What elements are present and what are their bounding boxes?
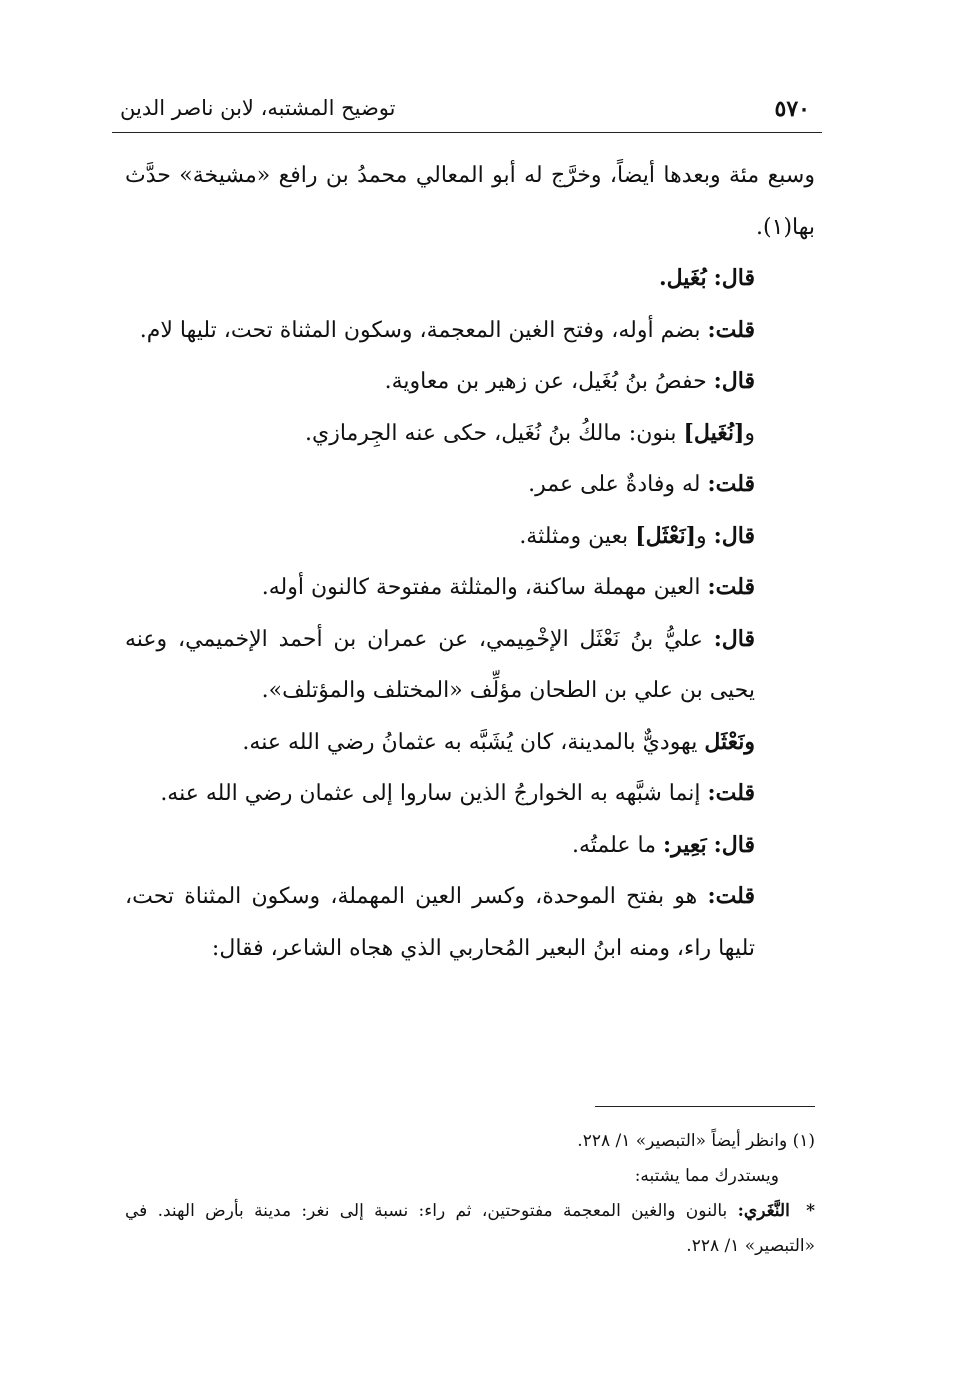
headword: [نُغَيل]	[683, 419, 745, 446]
paragraph-6	[125, 459, 815, 511]
qultu-label: قلت:	[707, 316, 755, 343]
paragraph-text: هو بفتح الموحدة، وكسر العين المهملة، وسكون المثناة تحت، تليها راء، ومنه ابنُ البعير المُحاربي الذي هجاه الشاعر، فقال:	[125, 884, 755, 961]
paragraph-10	[125, 717, 815, 769]
paragraph-7	[125, 511, 815, 563]
paragraph-5	[125, 408, 815, 460]
paragraph-text: عليُّ بنُ نَعْثَل الإخْمِيمي، عن عمران بن أحمد الإخميمي، وعنه يحيى بن علي بن الطحان مؤلِّف «المختلف والمؤتلف».	[125, 626, 755, 703]
qala-label: قال:	[713, 831, 755, 858]
paragraph-2	[125, 253, 815, 305]
paragraph-text: إنما شبَّهه به الخوارجُ الذين ساروا إلى عثمان رضي الله عنه.	[160, 781, 701, 806]
conjunction: و	[696, 523, 707, 549]
page-header	[112, 92, 822, 133]
paragraph-9	[125, 614, 815, 717]
asterisk-marker: *	[806, 1201, 816, 1221]
qultu-label: قلت:	[707, 780, 755, 806]
footnote-addendum-entry	[125, 1194, 815, 1264]
main-text	[125, 150, 815, 974]
headword: [نَعْثَل]	[635, 522, 697, 549]
qultu-label: قلت:	[707, 883, 755, 909]
qala-label: قال:	[713, 368, 755, 394]
paragraph-text: بضم أوله، وفتح الغين المعجمة، وسكون المثناة تحت، تليها لام.	[139, 317, 701, 343]
qala-label: قال:	[713, 522, 755, 549]
footnotes	[125, 1124, 815, 1264]
footnote-separator	[595, 1106, 815, 1107]
footnote-addendum-heading: ويستدرك مما يشتبه:	[634, 1166, 779, 1186]
running-title: توضيح المشتبه، لابن ناصر الدين	[120, 96, 396, 120]
paragraph-text: بعين ومثلثة.	[519, 523, 629, 549]
qala-label: قال:	[713, 265, 755, 291]
headword: بُغَيل.	[658, 265, 707, 291]
qala-label: قال:	[713, 625, 756, 652]
paragraph-11	[125, 768, 815, 820]
qultu-label: قلت:	[707, 471, 755, 497]
paragraph-text: حفصُ بنُ بُغَيل، عن زهير بن معاوية.	[384, 369, 707, 394]
headword: بَعِير:	[663, 831, 707, 858]
paragraph-4	[125, 356, 815, 408]
footnote-text: بالنون والغين المعجمة مفتوحتين، ثم راء: نسبة إلى نغر: مدينة بأرض الهند. في «التبصير» ١/ ٢٢٨.	[125, 1201, 815, 1256]
paragraph-text: ما علمتُه.	[571, 832, 657, 858]
conjunction: و	[744, 420, 755, 446]
footnote-headword: النَّغَري:	[737, 1201, 790, 1221]
paragraph-12	[125, 820, 815, 872]
paragraph-13	[125, 871, 815, 974]
paragraph-8	[125, 562, 815, 614]
paragraph-text: يهوديٌّ بالمدينة، كان يُشَبَّه به عثمانُ رضي الله عنه.	[242, 729, 698, 755]
qultu-label: قلت:	[707, 574, 755, 600]
headword: ونَعْثَل	[704, 728, 755, 755]
paragraph-text: بنون: مالكُ بنُ نُغَيل، حكى عنه الجِرمازي.	[304, 420, 677, 446]
footnote-1: (١) وانظر أيضاً «التبصير» ١/ ٢٢٨.	[577, 1131, 815, 1151]
paragraph-1: وسبع مئة وبعدها أيضاً، وخرَّج له أبو المعالي محمدُ بن رافع «مشيخة» حدَّث بها(١).	[125, 163, 815, 240]
paragraph-3	[125, 305, 815, 357]
paragraph-text: له وفادةٌ على عمر.	[528, 472, 701, 497]
paragraph-text: العين مهملة ساكنة، والمثلثة مفتوحة كالنون أوله.	[261, 575, 701, 600]
page-number: ٥٧٠	[774, 96, 810, 122]
